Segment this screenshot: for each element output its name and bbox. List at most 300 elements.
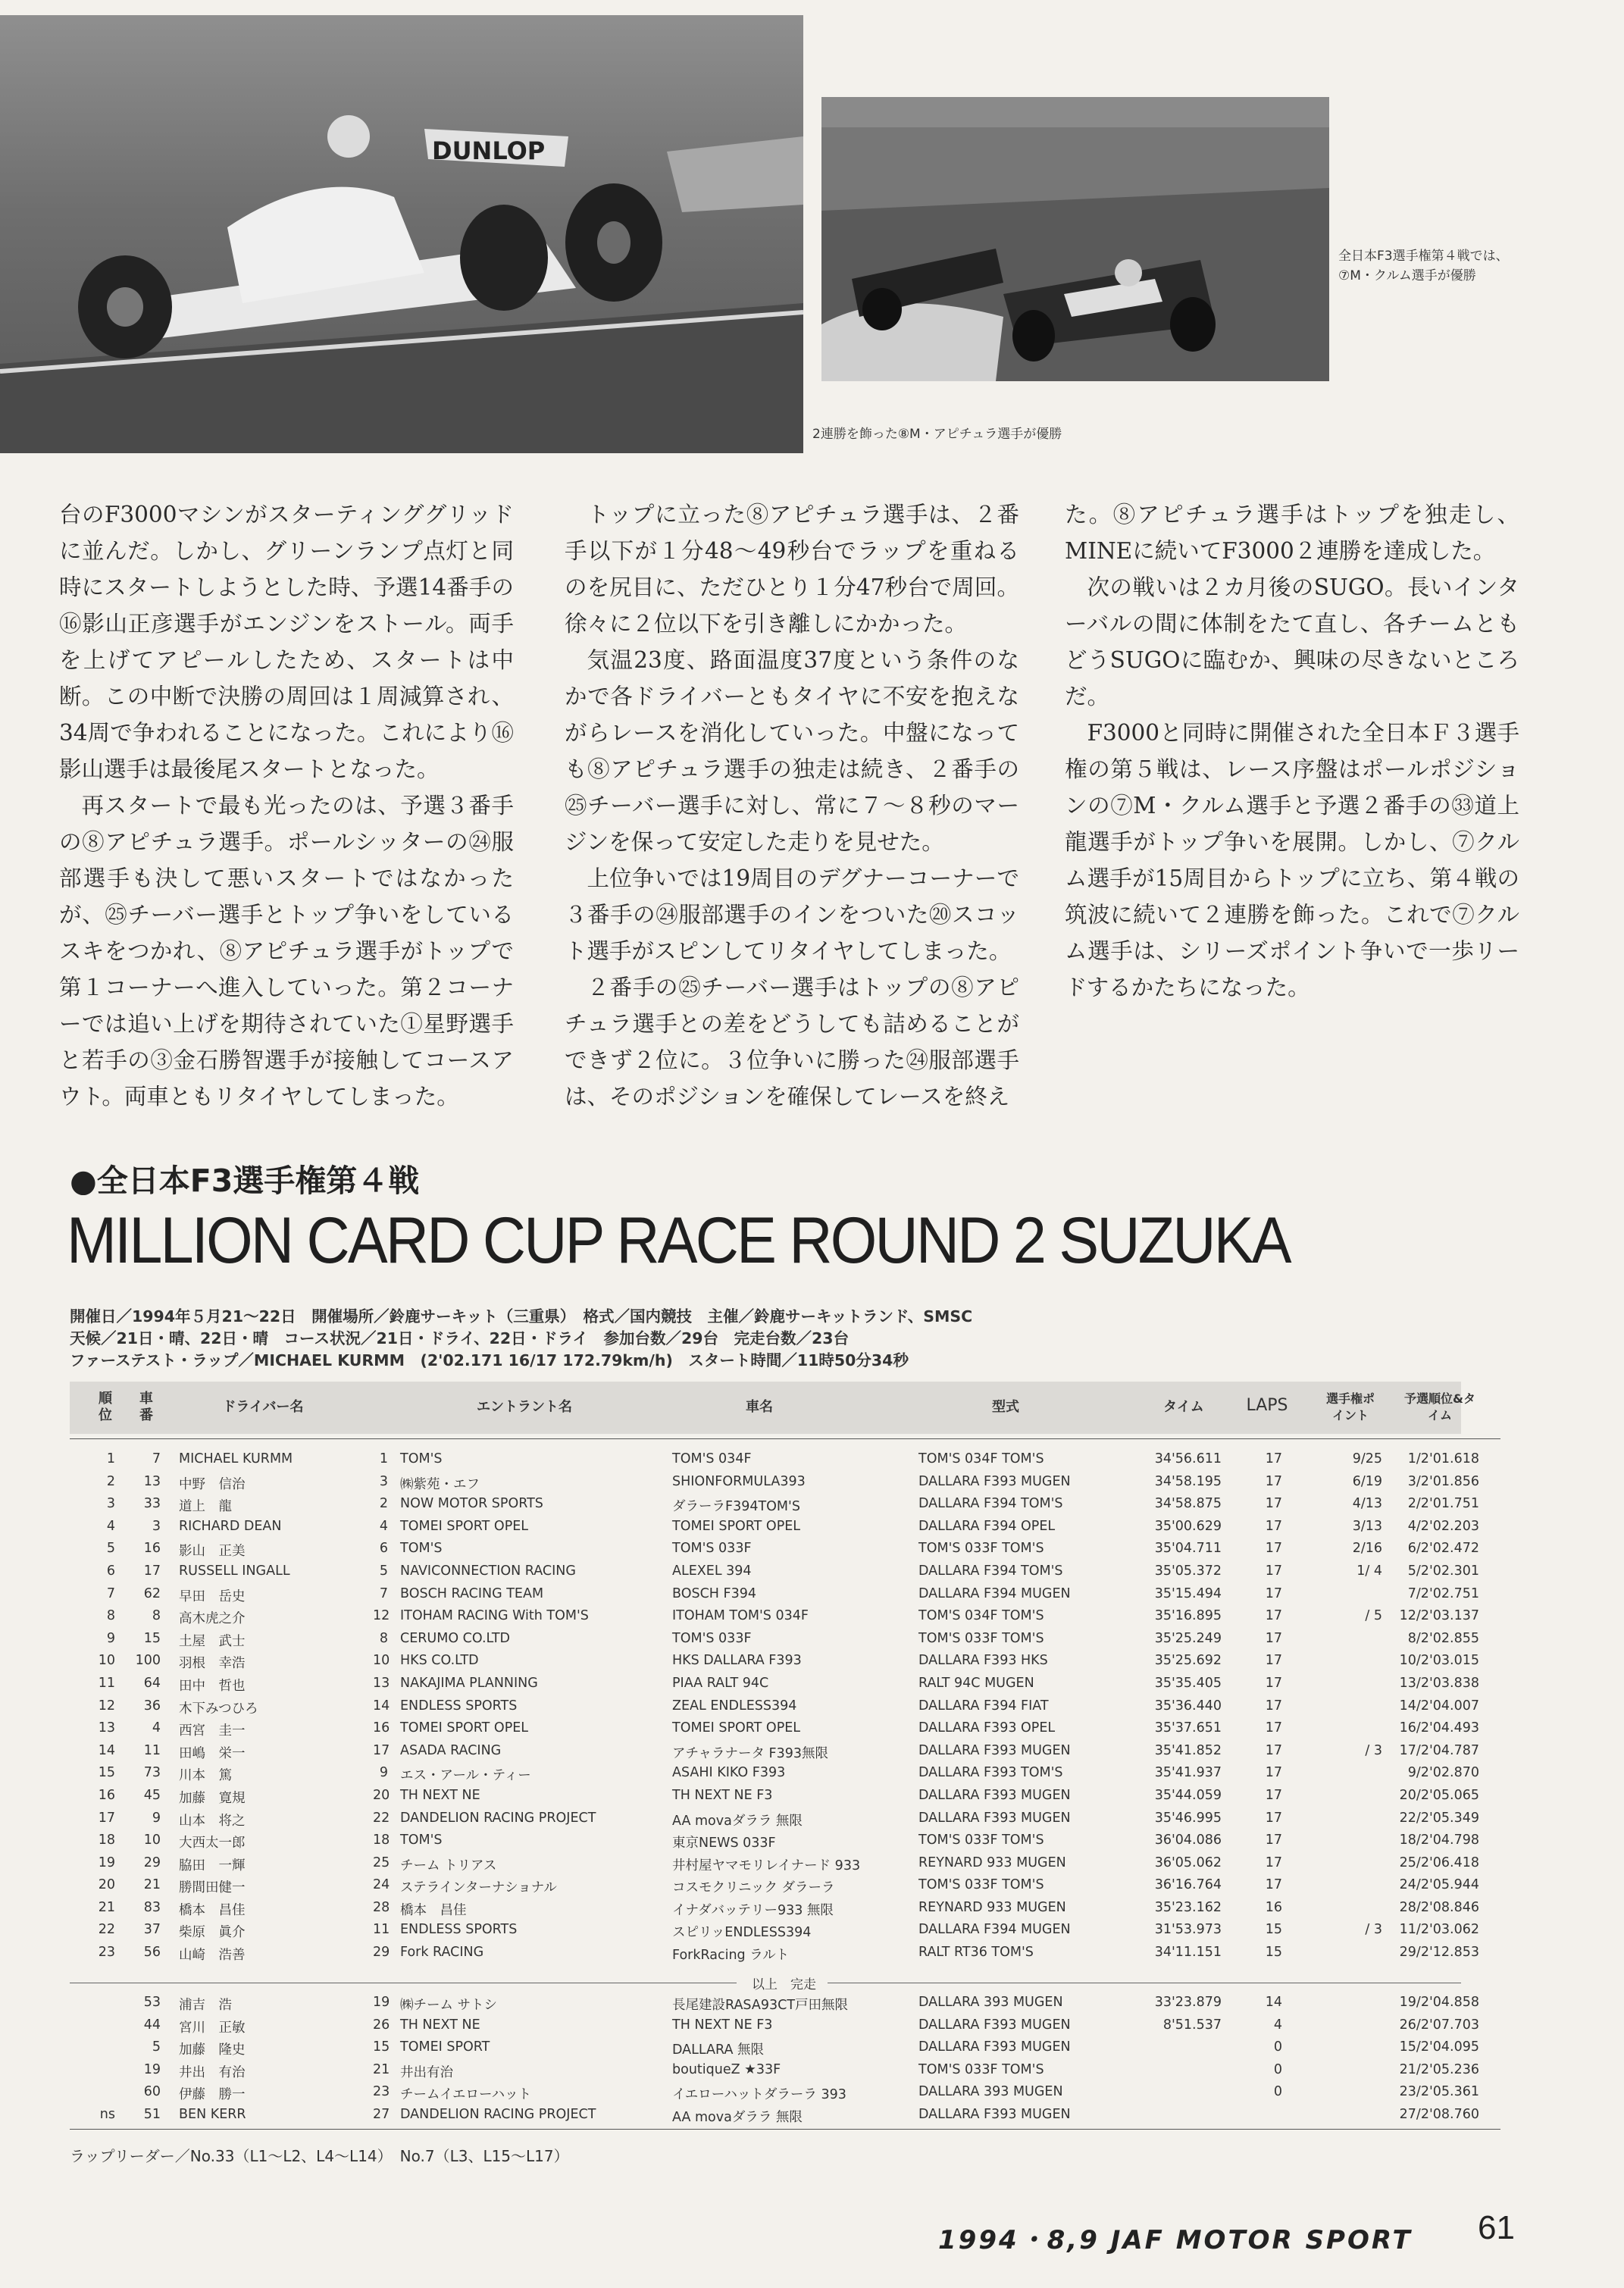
cell-laps: 17 xyxy=(1265,1675,1282,1691)
cell-qual: 27/2'08.760 xyxy=(1399,2106,1479,2122)
cell-no: 13 xyxy=(143,1473,161,1489)
cell-time: 35'15.494 xyxy=(1154,1585,1222,1601)
header-entrant: エントラント名 xyxy=(477,1399,572,1415)
cell-pos: 12 xyxy=(98,1698,115,1714)
cell-time: 35'05.372 xyxy=(1154,1563,1222,1579)
cell-pos: 11 xyxy=(98,1675,115,1691)
cell-entrant: 井出有治 xyxy=(400,2064,453,2080)
cell-time: 35'16.895 xyxy=(1154,1608,1222,1624)
cell-qual: 29/2'12.853 xyxy=(1399,1945,1479,1961)
cell-laps: 16 xyxy=(1265,1899,1282,1915)
cell-car: 井村屋ヤマモリレイナード 933 xyxy=(672,1858,861,1873)
cell-laps: 17 xyxy=(1265,1833,1282,1848)
table-row xyxy=(70,2103,1500,2126)
table-row xyxy=(70,2014,1500,2036)
header-no: 車番 xyxy=(139,1391,153,1423)
table-row xyxy=(70,1515,1500,1538)
cell-entrant-no: 2 xyxy=(379,1496,388,1512)
cell-no: 62 xyxy=(143,1585,161,1601)
table-row xyxy=(70,1918,1500,1941)
cell-pos: 23 xyxy=(98,1945,115,1961)
cell-qual: 24/2'05.944 xyxy=(1399,1877,1479,1893)
cell-car: TH NEXT NE F3 xyxy=(672,2017,773,2033)
cell-laps: 17 xyxy=(1265,1608,1282,1624)
cell-entrant-no: 20 xyxy=(373,1787,390,1803)
table-row xyxy=(70,2058,1500,2081)
cell-entrant-no: 3 xyxy=(379,1473,388,1489)
cell-entrant: NAKAJIMA PLANNING xyxy=(400,1675,538,1691)
cell-laps: 17 xyxy=(1265,1810,1282,1826)
cell-no: 10 xyxy=(143,1833,161,1848)
cell-car: SHIONFORMULA393 xyxy=(672,1473,806,1489)
table-row xyxy=(70,1604,1500,1627)
cell-driver: MICHAEL KURMM xyxy=(179,1451,293,1466)
table-row xyxy=(70,1695,1500,1717)
cell-pos: 10 xyxy=(98,1653,115,1669)
cell-type: DALLARA F393 TOM'S xyxy=(918,1765,1063,1781)
table-row xyxy=(70,1941,1500,1964)
cell-entrant: ステラインターナショナル xyxy=(400,1880,557,1896)
cell-entrant: Fork RACING xyxy=(400,1945,484,1961)
cell-laps: 17 xyxy=(1265,1585,1282,1601)
cell-entrant: CERUMO CO.LTD xyxy=(400,1630,511,1646)
folio: 1994・8,9 JAF MOTOR SPORT xyxy=(938,2225,1413,2255)
header-pos: 順位 xyxy=(99,1391,112,1423)
cell-entrant-no: 27 xyxy=(373,2106,390,2122)
cell-time: 35'44.059 xyxy=(1154,1787,1222,1803)
cell-car: ForkRacing ラルト xyxy=(672,1948,790,1964)
table-row xyxy=(70,1537,1500,1560)
cell-entrant: BOSCH RACING TEAM xyxy=(400,1585,544,1601)
table-row xyxy=(70,1739,1500,1762)
cell-no: 5 xyxy=(152,2039,161,2055)
cell-car: HKS DALLARA F393 xyxy=(672,1653,802,1669)
cell-time: 35'36.440 xyxy=(1154,1698,1222,1714)
cell-car: ZEAL ENDLESS394 xyxy=(672,1698,797,1714)
cell-driver: 西宮 圭一 xyxy=(179,1723,246,1739)
cell-entrant: TOMEI SPORT xyxy=(400,2039,490,2055)
cell-driver: RUSSELL INGALL xyxy=(179,1563,290,1579)
cell-entrant: エス・アール・ティー xyxy=(400,1768,531,1784)
cell-entrant: HKS CO.LTD xyxy=(400,1653,479,1669)
cell-time: 36'16.764 xyxy=(1154,1877,1222,1893)
cell-type: DALLARA F394 FIAT xyxy=(918,1698,1049,1714)
cell-points: 4/13 xyxy=(1352,1496,1382,1512)
cell-no: 37 xyxy=(143,1922,161,1938)
cell-no: 73 xyxy=(143,1765,161,1781)
cell-pos: 18 xyxy=(98,1833,115,1848)
cell-type: DALLARA F394 OPEL xyxy=(918,1518,1056,1534)
cell-car: スピリッENDLESS394 xyxy=(672,1925,812,1941)
cell-points: 6/19 xyxy=(1352,1473,1382,1489)
table-row xyxy=(70,1717,1500,1739)
cell-entrant: ENDLESS SPORTS xyxy=(400,1698,518,1714)
cell-qual: 6/2'02.472 xyxy=(1407,1541,1479,1557)
cell-driver: RICHARD DEAN xyxy=(179,1518,282,1534)
cell-entrant-no: 24 xyxy=(373,1877,390,1893)
cell-points: / 3 xyxy=(1365,1742,1382,1758)
table-header xyxy=(70,1382,1475,1434)
cell-pos: 13 xyxy=(98,1720,115,1736)
table-row xyxy=(70,1649,1500,1672)
cell-no: 33 xyxy=(143,1496,161,1512)
cell-driver: 影山 正美 xyxy=(179,1544,246,1560)
cell-time: 35'25.692 xyxy=(1154,1653,1222,1669)
cell-type: TOM'S 034F TOM'S xyxy=(918,1608,1044,1624)
table-row xyxy=(70,1492,1500,1515)
cell-laps: 17 xyxy=(1265,1698,1282,1714)
cell-car: TOM'S 033F xyxy=(672,1541,752,1557)
finishers-table xyxy=(70,1448,1500,1964)
side-race-photo xyxy=(821,97,1329,381)
cell-type: TOM'S 033F TOM'S xyxy=(918,2061,1044,2077)
cell-entrant-no: 6 xyxy=(379,1541,388,1557)
cell-driver: 伊藤 勝一 xyxy=(179,2087,246,2103)
cell-time: 35'41.937 xyxy=(1154,1765,1222,1781)
cell-no: 17 xyxy=(143,1563,161,1579)
article-column-2 xyxy=(565,496,1019,1115)
cell-driver: 山本 将之 xyxy=(179,1813,246,1829)
cell-laps: 14 xyxy=(1265,1995,1282,2010)
cell-laps: 17 xyxy=(1265,1451,1282,1466)
cell-qual: 25/2'06.418 xyxy=(1399,1855,1479,1870)
cell-no: 56 xyxy=(143,1945,161,1961)
cell-type: TOM'S 033F TOM'S xyxy=(918,1630,1044,1646)
cell-qual: 17/2'04.787 xyxy=(1399,1742,1479,1758)
cell-qual: 20/2'05.065 xyxy=(1399,1787,1479,1803)
cell-type: TOM'S 034F TOM'S xyxy=(918,1451,1044,1466)
separator-label: 以上 完走 xyxy=(752,1977,816,1992)
banner-text: DUNLOP xyxy=(432,136,546,165)
cell-no: 60 xyxy=(143,2084,161,2100)
cell-driver: 橋本 昌佳 xyxy=(179,1902,246,1918)
cell-no: 8 xyxy=(152,1608,161,1624)
cell-type: TOM'S 033F TOM'S xyxy=(918,1833,1044,1848)
cell-laps: 17 xyxy=(1265,1541,1282,1557)
cell-qual: 28/2'08.846 xyxy=(1399,1899,1479,1915)
cell-type: DALLARA F394 TOM'S xyxy=(918,1496,1063,1512)
cell-entrant-no: 8 xyxy=(379,1630,388,1646)
cell-driver: 山崎 浩善 xyxy=(179,1948,246,1964)
cell-no: 36 xyxy=(143,1698,161,1714)
cell-entrant-no: 10 xyxy=(373,1653,390,1669)
cell-laps: 17 xyxy=(1265,1473,1282,1489)
table-bottom-rule xyxy=(70,2129,1500,2130)
lap-leaders-note: ラップリーダー／No.33（L1～L2、L4～L14） No.7（L3、L15～L17） xyxy=(70,2147,569,2165)
cell-driver: 宮川 正敏 xyxy=(179,2020,246,2036)
cell-driver: 早田 岳史 xyxy=(179,1588,246,1604)
header-driver: ドライバー名 xyxy=(222,1399,304,1415)
paragraph: 再スタートで最も光ったのは、予選３番手の⑧アピチュラ選手。ポールシッターの㉔服部選手も決して悪いスタートではなかったが、㉕チーバー選手とトップ争いをしているスキをつかれ、⑧アピチュラ選手がトップで第１コーナーへ進入していった。第２コーナーでは追い上げを期待されていた①星野選手と若手の③金石勝智選手が接触してコースアウト。両車ともリタイヤしてしまった。 xyxy=(59,793,514,1110)
table-row xyxy=(70,2036,1500,2058)
cell-points: / 5 xyxy=(1365,1608,1382,1624)
paragraph: F3000と同時に開催された全日本Ｆ３選手権の第５戦は、レース序盤はポールポジションの⑦M・クルム選手と予選２番手の㉝道上龍選手がトップ争いを展開。しかし、⑦クルム選手が15周目からトップに立ち、第４戦の筑波に続いて２連勝を飾った。これで⑦クルム選手は、シリーズポイント争いで一歩リードするかたちになった。 xyxy=(1065,720,1519,1000)
cell-entrant-no: 12 xyxy=(373,1608,390,1624)
cell-time: 35'25.249 xyxy=(1154,1630,1222,1646)
cell-points: / 3 xyxy=(1365,1922,1382,1938)
table-row xyxy=(70,1896,1500,1919)
cell-entrant: 橋本 昌佳 xyxy=(400,1902,467,1918)
cell-time: 36'04.086 xyxy=(1154,1833,1222,1848)
cell-driver: 加藤 隆史 xyxy=(179,2042,246,2058)
cell-qual: 12/2'03.137 xyxy=(1399,1608,1479,1624)
cell-entrant-no: 19 xyxy=(373,1995,390,2010)
cell-entrant: DANDELION RACING PROJECT xyxy=(400,2106,596,2122)
cell-driver: 加藤 寛規 xyxy=(179,1790,246,1806)
cell-driver: 道上 龍 xyxy=(179,1499,232,1515)
cell-pos: 7 xyxy=(106,1585,115,1601)
cell-type: TOM'S 033F TOM'S xyxy=(918,1877,1044,1893)
table-row xyxy=(70,1761,1500,1784)
race-info-line: 開催日／1994年５月21～22日 開催場所／鈴鹿サーキット（三重県） 格式／国内競技 主催／鈴鹿サーキットランド、SMSC xyxy=(70,1307,973,1326)
cell-qual: 3/2'01.856 xyxy=(1407,1473,1479,1489)
cell-pos: 15 xyxy=(98,1765,115,1781)
cell-type: RALT 94C MUGEN xyxy=(918,1675,1034,1691)
cell-entrant-no: 13 xyxy=(373,1675,390,1691)
retired-table xyxy=(70,1991,1500,2126)
cell-no: 44 xyxy=(143,2017,161,2033)
cell-qual: 18/2'04.798 xyxy=(1399,1833,1479,1848)
cell-car: アチャラナータ F393無限 xyxy=(672,1745,829,1761)
page-number: 61 xyxy=(1478,2209,1515,2246)
cell-type: REYNARD 933 MUGEN xyxy=(918,1855,1066,1870)
cell-car: PIAA RALT 94C xyxy=(672,1675,769,1691)
cell-entrant-no: 9 xyxy=(379,1765,388,1781)
cell-entrant-no: 4 xyxy=(379,1518,388,1534)
cell-qual: 4/2'02.203 xyxy=(1407,1518,1479,1534)
cell-laps: 0 xyxy=(1273,2061,1282,2077)
cell-type: DALLARA F393 MUGEN xyxy=(918,1787,1071,1803)
cell-time: 35'41.852 xyxy=(1154,1742,1222,1758)
paragraph: 上位争いでは19周目のデグナーコーナーで３番手の㉔服部選手のインをついた⑳スコット選手がスピンしてリタイヤしてしまった。 xyxy=(565,865,1019,964)
cell-qual: 21/2'05.236 xyxy=(1399,2061,1479,2077)
cell-time: 34'56.611 xyxy=(1154,1451,1222,1466)
cell-car: AA movaダララ 無限 xyxy=(672,1813,803,1829)
cell-entrant: TOM'S xyxy=(400,1451,443,1466)
cell-qual: 1/2'01.618 xyxy=(1407,1451,1479,1466)
paragraph: 気温23度、路面温度37度という条件のなかで各ドライバーともタイヤに不安を抱えながらレースを消化していった。中盤になっても⑧アピチュラ選手の独走は続き、２番手の㉕チーバー選手に対し、常に７～８秒のマージンを保って安定した走りを見せた。 xyxy=(565,647,1019,855)
cell-laps: 17 xyxy=(1265,1720,1282,1736)
cell-pos: 17 xyxy=(98,1810,115,1826)
cell-entrant-no: 15 xyxy=(373,2039,390,2055)
table-row xyxy=(70,1807,1500,1829)
results-heading-jp: ●全日本F3選手権第４戦 xyxy=(70,1163,420,1199)
cell-qual: 26/2'07.703 xyxy=(1399,2017,1479,2033)
cell-time: 31'53.973 xyxy=(1154,1922,1222,1938)
cell-laps: 17 xyxy=(1265,1563,1282,1579)
cell-pos: 14 xyxy=(98,1742,115,1758)
table-row xyxy=(70,1560,1500,1582)
cell-entrant-no: 28 xyxy=(373,1899,390,1915)
cell-entrant: NOW MOTOR SPORTS xyxy=(400,1496,543,1512)
cell-no: 15 xyxy=(143,1630,161,1646)
cell-entrant: ㈱チーム サトシ xyxy=(400,1998,498,2013)
cell-type: DALLARA F393 MUGEN xyxy=(918,2039,1071,2055)
cell-points: 9/25 xyxy=(1352,1451,1382,1466)
cell-entrant-no: 29 xyxy=(373,1945,390,1961)
cell-pos: 6 xyxy=(106,1563,115,1579)
cell-driver: 高木虎之介 xyxy=(179,1611,246,1627)
cell-no: 21 xyxy=(143,1877,161,1893)
cell-laps: 17 xyxy=(1265,1787,1282,1803)
cell-time: 35'37.651 xyxy=(1154,1720,1222,1736)
cell-no: 51 xyxy=(143,2106,161,2122)
cell-pos: 5 xyxy=(106,1541,115,1557)
cell-type: DALLARA 393 MUGEN xyxy=(918,1995,1063,2010)
cell-time: 36'05.062 xyxy=(1154,1855,1222,1870)
cell-car: 長尾建設RASA93CT戸田無限 xyxy=(672,1998,849,2013)
cell-pos: 9 xyxy=(106,1630,115,1646)
cell-qual: 5/2'02.301 xyxy=(1407,1563,1479,1579)
cell-laps: 17 xyxy=(1265,1653,1282,1669)
paragraph: 次の戦いは２カ月後のSUGO。長いインターバルの間に体制をたて直し、各チームともどうSUGOに臨むか、興味の尽きないところだ。 xyxy=(1065,574,1519,709)
race-info-line: 天候／21日・晴、22日・晴 コース状況／21日・ドライ、22日・ドライ 参加台数／29台 完走台数／23台 xyxy=(70,1329,850,1347)
cell-driver: 土屋 武士 xyxy=(179,1633,246,1649)
cell-laps: 15 xyxy=(1265,1922,1282,1938)
cell-entrant-no: 1 xyxy=(379,1451,388,1466)
cell-driver: 大西太一郎 xyxy=(179,1836,246,1851)
cell-laps: 4 xyxy=(1273,2017,1282,2033)
cell-entrant: TH NEXT NE xyxy=(400,1787,480,1803)
cell-laps: 17 xyxy=(1265,1877,1282,1893)
cell-car: boutiqueZ ★33F xyxy=(672,2061,781,2077)
cell-entrant: チームイエローハット xyxy=(400,2087,532,2103)
cell-points: 3/13 xyxy=(1352,1518,1382,1534)
cell-driver: 浦吉 浩 xyxy=(179,1998,232,2013)
cell-driver: 柴原 眞介 xyxy=(179,1925,246,1941)
cell-time: 35'35.405 xyxy=(1154,1675,1222,1691)
cell-entrant: ENDLESS SPORTS xyxy=(400,1922,518,1938)
cell-type: DALLARA F393 OPEL xyxy=(918,1720,1056,1736)
cell-no: 9 xyxy=(152,1810,161,1826)
cell-driver: 木下みつひろ xyxy=(179,1701,258,1717)
cell-type: DALLARA F394 TOM'S xyxy=(918,1563,1063,1579)
cell-entrant: DANDELION RACING PROJECT xyxy=(400,1810,596,1826)
cell-pos: ns xyxy=(99,2106,115,2122)
cell-qual: 16/2'04.493 xyxy=(1399,1720,1479,1736)
cell-time: 34'11.151 xyxy=(1154,1945,1222,1961)
cell-no: 11 xyxy=(143,1742,161,1758)
cell-entrant: TH NEXT NE xyxy=(400,2017,480,2033)
race-info-line: ファーステスト・ラップ／MICHAEL KURMM (2'02.171 16/17 172.79km/h) スタート時間／11時50分34秒 xyxy=(70,1351,909,1369)
cell-pos: 4 xyxy=(106,1518,115,1534)
cell-pos: 2 xyxy=(106,1473,115,1489)
cell-time: 35'04.711 xyxy=(1154,1541,1222,1557)
cell-entrant: NAVICONNECTION RACING xyxy=(400,1563,576,1579)
cell-points: 2/16 xyxy=(1352,1541,1382,1557)
table-row xyxy=(70,1991,1500,2014)
header-qual: 予選順位&タイム xyxy=(1404,1391,1475,1423)
header-time: タイム xyxy=(1163,1399,1204,1415)
table-row xyxy=(70,1784,1500,1807)
side-photo-caption: 全日本F3選手権第４戦では、⑦M・クルム選手が優勝 xyxy=(1338,249,1509,283)
cell-entrant-no: 25 xyxy=(373,1855,390,1870)
cell-pos: 22 xyxy=(98,1922,115,1938)
main-photo-caption: 2連勝を飾った⑧M・アピチュラ選手が優勝 xyxy=(812,427,1062,442)
cell-laps: 17 xyxy=(1265,1765,1282,1781)
cell-driver: 脇田 一輝 xyxy=(179,1858,246,1873)
cell-time: 8'51.537 xyxy=(1162,2017,1222,2033)
cell-no: 4 xyxy=(152,1720,161,1736)
cell-type: DALLARA F393 MUGEN xyxy=(918,2106,1071,2122)
cell-time: 35'00.629 xyxy=(1154,1518,1222,1534)
cell-qual: 23/2'05.361 xyxy=(1399,2084,1479,2100)
cell-no: 29 xyxy=(143,1855,161,1870)
cell-driver: BEN KERR xyxy=(179,2106,246,2122)
cell-type: DALLARA F393 MUGEN xyxy=(918,1742,1071,1758)
cell-pos: 1 xyxy=(106,1451,115,1466)
cell-type: DALLARA F394 MUGEN xyxy=(918,1922,1071,1938)
cell-qual: 2/2'01.751 xyxy=(1407,1496,1479,1512)
cell-pos: 19 xyxy=(98,1855,115,1870)
cell-qual: 19/2'04.858 xyxy=(1399,1995,1479,2010)
table-row xyxy=(70,1627,1500,1650)
cell-car: ダラーラF394TOM'S xyxy=(672,1499,800,1515)
paragraph: ２番手の㉕チーバー選手はトップの⑧アピチュラ選手との差をどうしても詰めることができず２位に。３位争いに勝った㉔服部選手は、そのポジションを確保してレースを終え xyxy=(565,975,1019,1110)
cell-entrant: TOMEI SPORT OPEL xyxy=(400,1720,529,1736)
cell-entrant: ㈱紫苑・エフ xyxy=(400,1476,480,1492)
cell-entrant-no: 7 xyxy=(379,1585,388,1601)
cell-qual: 8/2'02.855 xyxy=(1407,1630,1479,1646)
cell-pos: 3 xyxy=(106,1496,115,1512)
cell-type: DALLARA F393 HKS xyxy=(918,1653,1048,1669)
cell-type: DALLARA F394 MUGEN xyxy=(918,1585,1071,1601)
cell-type: DALLARA F393 MUGEN xyxy=(918,1810,1071,1826)
cell-qual: 9/2'02.870 xyxy=(1407,1765,1479,1781)
cell-laps: 17 xyxy=(1265,1630,1282,1646)
cell-driver: 田中 哲也 xyxy=(179,1678,246,1694)
cell-driver: 田嶋 栄一 xyxy=(179,1745,246,1761)
cell-qual: 22/2'05.349 xyxy=(1399,1810,1479,1826)
cell-qual: 13/2'03.838 xyxy=(1399,1675,1479,1691)
cell-points: 1/ 4 xyxy=(1356,1563,1382,1579)
cell-pos: 16 xyxy=(98,1787,115,1803)
cell-no: 19 xyxy=(143,2061,161,2077)
cell-car: TH NEXT NE F3 xyxy=(672,1787,773,1803)
paragraph: た。⑧アピチュラ選手はトップを独走し、MINEに続いてF3000２連勝を達成した。 xyxy=(1065,502,1519,564)
cell-entrant: TOM'S xyxy=(400,1541,443,1557)
cell-no: 16 xyxy=(143,1541,161,1557)
article-column-1 xyxy=(59,496,514,1115)
table-row xyxy=(70,1873,1500,1896)
header-car: 車名 xyxy=(746,1399,773,1415)
cell-entrant: TOMEI SPORT OPEL xyxy=(400,1518,529,1534)
cell-no: 3 xyxy=(152,1518,161,1534)
cell-laps: 17 xyxy=(1265,1496,1282,1512)
cell-entrant: ITOHAM RACING With TOM'S xyxy=(400,1608,589,1624)
table-row xyxy=(70,1829,1500,1851)
cell-car: DALLARA 無限 xyxy=(672,2042,764,2058)
cell-driver: 勝間田健一 xyxy=(179,1880,246,1896)
cell-entrant-no: 21 xyxy=(373,2061,390,2077)
cell-type: DALLARA F393 MUGEN xyxy=(918,2017,1071,2033)
cell-type: DALLARA 393 MUGEN xyxy=(918,2084,1063,2100)
cell-entrant-no: 22 xyxy=(373,1810,390,1826)
cell-entrant: TOM'S xyxy=(400,1833,443,1848)
cell-entrant-no: 11 xyxy=(373,1922,390,1938)
cell-entrant: ASADA RACING xyxy=(400,1742,502,1758)
header-type: 型式 xyxy=(992,1399,1019,1415)
cell-driver: 井出 有治 xyxy=(179,2064,246,2080)
paragraph: 台のF3000マシンがスターティンググリッドに並んだ。しかし、グリーンランプ点灯と同時にスタートしようとした時、予選14番手の⑯影山正彦選手がエンジンをストール。両手を上げてアピールしたため、スタートは中断。この中断で決勝の周回は１周減算され、34周で争われることになった。これにより⑯影山選手は最後尾スタートとなった。 xyxy=(59,502,514,782)
cell-car: TOMEI SPORT OPEL xyxy=(672,1720,801,1736)
table-top-rule xyxy=(70,1438,1500,1439)
cell-car: ASAHI KIKO F393 xyxy=(672,1765,786,1781)
cell-car: ITOHAM TOM'S 034F xyxy=(672,1608,809,1624)
cell-car: BOSCH F394 xyxy=(672,1585,756,1601)
cell-time: 34'58.875 xyxy=(1154,1496,1222,1512)
cell-time: 35'23.162 xyxy=(1154,1899,1222,1915)
